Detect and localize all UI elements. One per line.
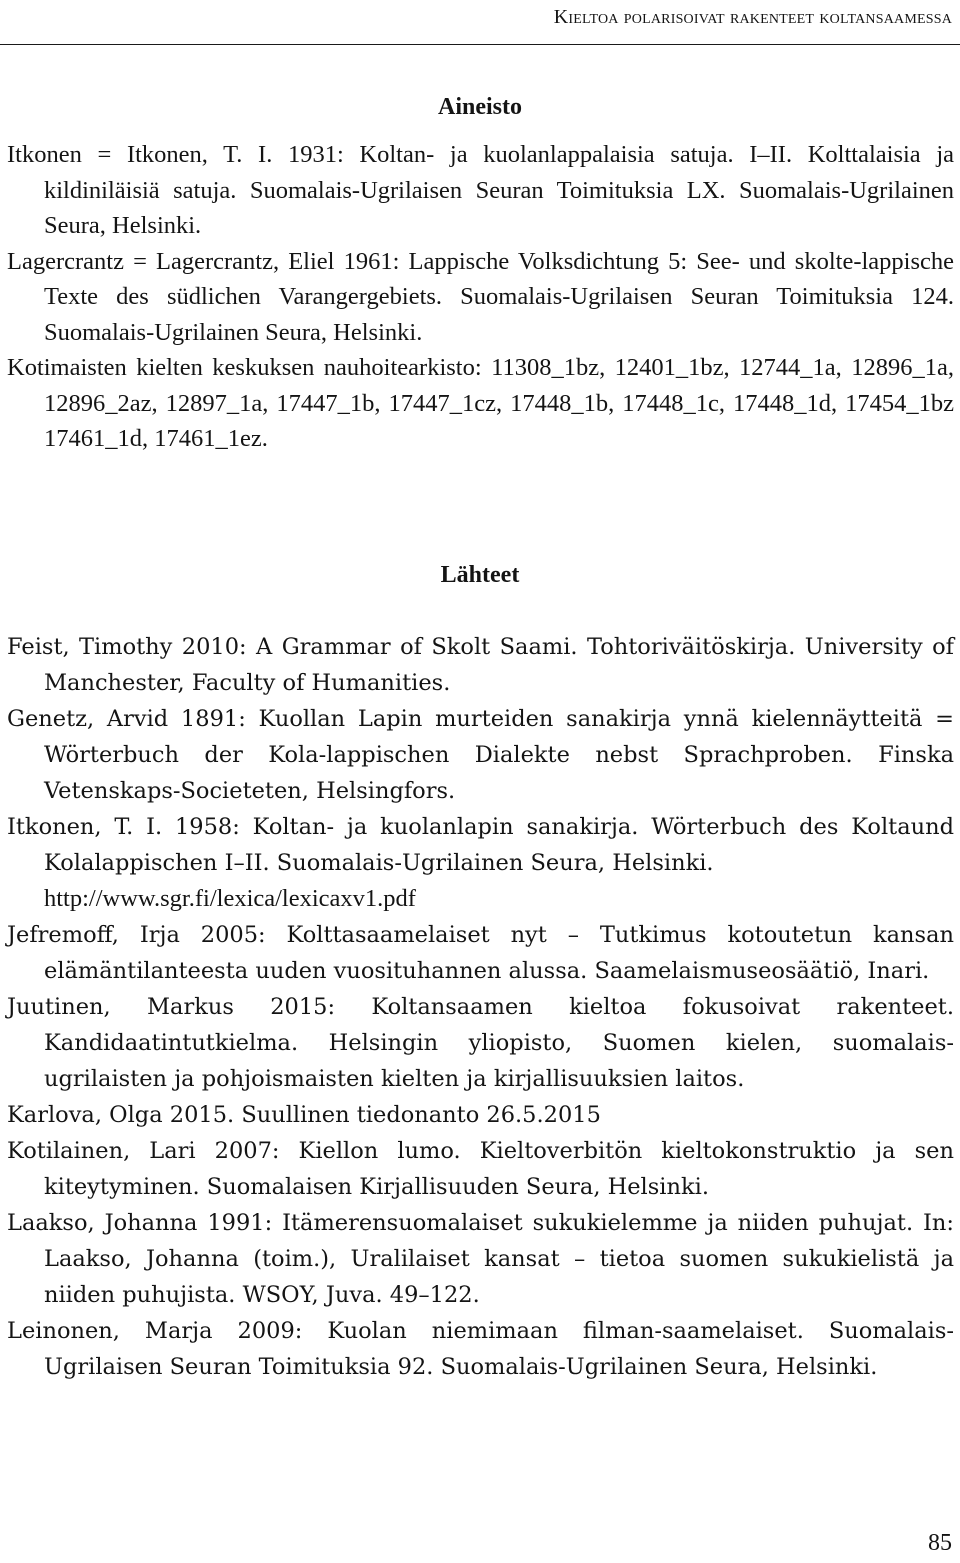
reference-entry: Itkonen = Itkonen, T. I. 1931: Koltan- ja kuolanlappalaisia satuja. I–II. Kolttalaisia ja kildiniläisiä satuja. Suomalais-Ugrilaisen Seuran Toimituksia LX. Suomalais-Ugrilainen Seura, Helsinki. [7, 141, 954, 239]
reference-entry: Karlova, Olga 2015. Suullinen tiedonanto 26.5.2015 [7, 1102, 601, 1128]
reference-url-link[interactable]: http://www.sgr.fi/lexica/lexicaxv1.pdf [44, 885, 416, 912]
page-number: 85 [928, 1530, 952, 1556]
reference-entry: Genetz, Arvid 1891: Kuollan Lapin murteiden sanakirja ynnä kielennäytteitä = Wörterbuch der Kola-lappischen Dialekte nebst Sprachproben. Finska Vetenskaps-Societeten, Helsingfors. [7, 706, 954, 804]
reference-entry-text: Itkonen, T. I. 1958: Koltan- ja kuolanlapin sanakirja. Wörterbuch des Koltaund Kolalappischen I–II. Suomalais-Ugrilainen Seura, Helsinki. [7, 814, 954, 876]
reference-entry: Juutinen, Markus 2015: Koltansaamen kieltoa fokusoivat rakenteet. Kandidaatintutkielma. Helsingin yliopisto, Suomen kielen, suomalais-ugrilaisten ja pohjoismaisten kielten ja kirjallisuuksien laitos. [7, 994, 954, 1092]
running-header [0, 0, 960, 45]
reference-entry: Feist, Timothy 2010: A Grammar of Skolt Saami. Tohtoriväitöskirja. University of Manchester, Faculty of Humanities. [7, 634, 954, 696]
section-heading-aineisto: Aineisto [438, 94, 522, 120]
reference-entry-itkonen [0, 809, 960, 917]
aineisto-reference-list [0, 137, 960, 457]
lahteet-reference-list [0, 629, 960, 1385]
section-heading-lahteet: Lähteet [440, 562, 520, 588]
reference-entry: Laakso, Johanna 1991: Itämerensuomalaiset sukukielemme ja niiden puhujat. In: Laakso, Johanna (toim.), Uralilaiset kansat – tietoa suomen sukukielistä ja niiden puhujista. WSOY, Juva. 49–122. [7, 1210, 954, 1308]
reference-entry: Jefremoff, Irja 2005: Kolttasaamelaiset nyt – Tutkimus kotoutetun kansan elämäntilanteesta uuden vuosituhannen alussa. Saamelaismuseosäätiö, Inari. [7, 922, 954, 984]
reference-entry: Kotilainen, Lari 2007: Kiellon lumo. Kieltoverbitön kieltokonstruktio ja sen kiteytyminen. Suomalaisen Kirjallisuuden Seura, Helsinki. [7, 1138, 954, 1200]
reference-entry: Lagercrantz = Lagercrantz, Eliel 1961: Lappische Volksdichtung 5: See- und skolte-lappische Texte des südlichen Varangergebiets. Suomalais-Ugrilaisen Seuran Toimituksia 124. Suomalais-Ugrilainen Seura, Helsinki. [7, 247, 954, 346]
reference-entry: Kotimaisten kielten keskuksen nauhoitearkisto: 11308_1bz, 12401_1bz, 12744_1a, 12896_1a, 12896_2az, 12897_1a, 17447_1b, 17447_1cz, 17448_1b, 17448_1c, 17448_1d, 17454_1bz 17461_1d, 17461_1ez. [7, 354, 954, 452]
reference-entry: Leinonen, Marja 2009: Kuolan niemimaan filman-saamelaiset. Suomalais-Ugrilaisen Seuran Toimituksia 92. Suomalais-Ugrilainen Seura, Helsinki. [7, 1318, 954, 1380]
running-header-title: Kieltoa polarisoivat rakenteet koltansaamessa [553, 6, 952, 28]
